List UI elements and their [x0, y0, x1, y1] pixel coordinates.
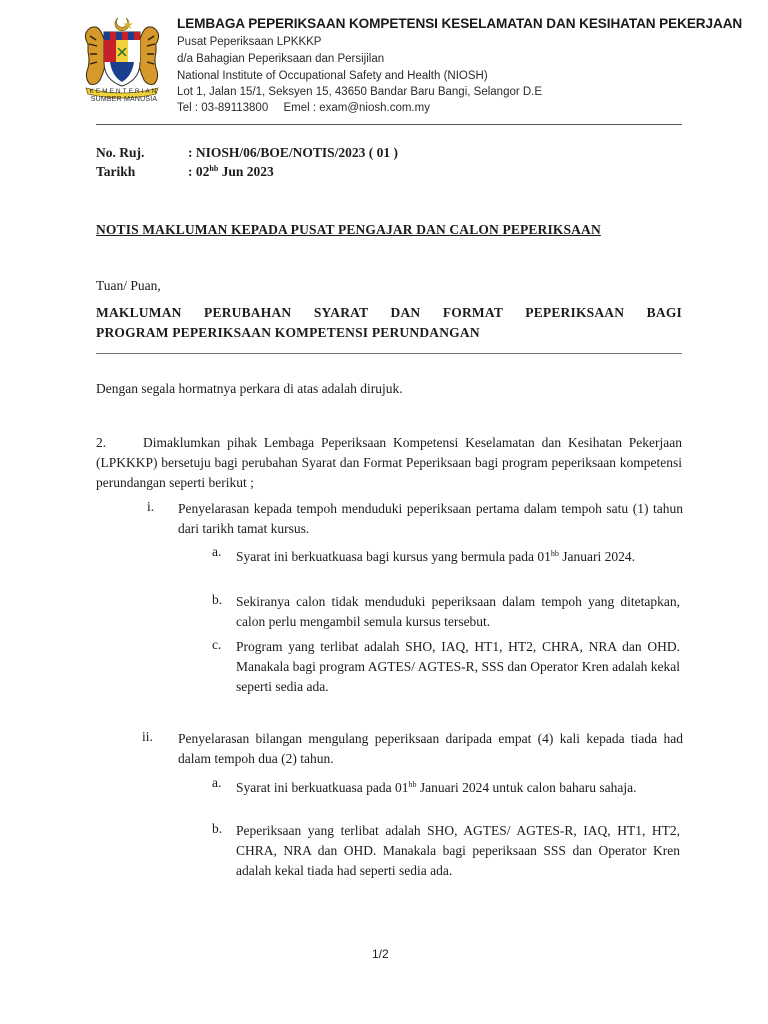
telephone: Tel : 03-89113800: [177, 102, 269, 114]
item-ii-number: ii.: [142, 729, 153, 744]
item-i-b-letter: b.: [212, 592, 223, 607]
ministry-line2: SUMBER MANUSIA: [90, 96, 158, 103]
item-i-a-sup: hb: [550, 549, 559, 558]
paragraph-number: 2.: [96, 435, 107, 450]
subject-line-1: MAKLUMAN PERUBAHAN SYARAT DAN FORMAT PEPERIKSAAN BAGI: [96, 305, 682, 320]
item-ii-b-letter: b.: [212, 821, 223, 836]
date-month-year: Jun 2023: [218, 164, 274, 179]
date-value: [188, 164, 274, 180]
ministry-name: [78, 88, 170, 104]
item-i-text: Penyelarasan kepada tempoh menduduki peperiksaan pertama dalam tempoh satu (1) tahun dari tarikh tamat kursus.: [178, 501, 683, 536]
subject-line-2: PROGRAM PEPERIKSAAN KOMPETENSI PERUNDANGAN: [96, 325, 480, 340]
ministry-line1: KEMENTERIAN: [89, 88, 159, 95]
item-ii-a-post: Januari 2024 untuk calon baharu sahaja.: [416, 780, 637, 795]
organization-name: LEMBAGA PEPERIKSAAN KOMPETENSI KESELAMATAN DAN KESIHATAN PEKERJAAN: [177, 16, 743, 31]
item-i-a-pre: Syarat ini berkuatkuasa bagi kursus yang bermula pada 01: [236, 549, 551, 564]
item-i-c-letter: c.: [212, 637, 222, 652]
contact-line: [177, 102, 442, 114]
date-suffix-sup: hb: [209, 164, 219, 173]
item-ii-a-text: [236, 775, 680, 798]
item-ii-a-sup: hb: [408, 780, 417, 789]
date-day: : 02: [188, 164, 210, 179]
address-line-3: National Institute of Occupational Safety and Health (NIOSH): [177, 70, 488, 82]
item-i-c-text: Program yang terlibat adalah SHO, IAQ, HT1, HT2, CHRA, NRA dan OHD. Manakala bagi program AGTES/ AGTES-R, SSS dan Operator Kren adalah kekal seperti sedia ada.: [236, 639, 680, 694]
page-number: 1/2: [372, 947, 389, 961]
intro-paragraph: Dengan segala hormatnya perkara di atas adalah dirujuk.: [96, 381, 403, 396]
item-i-a-letter: a.: [212, 544, 222, 559]
email: Emel : exam@niosh.com.my: [283, 102, 430, 114]
reference-label: No. Ruj.: [96, 145, 145, 160]
item-ii-text: Penyelarasan bilangan mengulang peperiksaan daripada empat (4) kali kepada tiada had dalam tempoh dua (2) tahun.: [178, 731, 683, 766]
date-label: Tarikh: [96, 164, 136, 179]
reference-number: : NIOSH/06/BOE/NOTIS/2023 ( 01 ): [188, 145, 399, 160]
item-i-b-text: Sekiranya calon tidak menduduki peperiksaan dalam tempoh yang ditetapkan, calon perlu mengambil semula kursus tersebut.: [236, 594, 680, 629]
letterhead-divider: [96, 124, 682, 125]
item-i-a-post: Januari 2024.: [558, 549, 636, 564]
salutation: Tuan/ Puan,: [96, 278, 161, 293]
item-ii-a-letter: a.: [212, 775, 222, 790]
item-i-a-text: [236, 544, 680, 567]
item-ii-a-pre: Syarat ini berkuatkuasa pada 01: [236, 780, 409, 795]
item-ii-b-text: Peperiksaan yang terlibat adalah SHO, AGTES/ AGTES-R, IAQ, HT1, HT2, CHRA, NRA dan OHD. Manakala bagi peperiksaan SSS dan Operator Kren adalah kekal tiada had seperti sedia ada.: [236, 823, 680, 878]
address-line-4: Lot 1, Jalan 15/1, Seksyen 15, 43650 Bandar Baru Bangi, Selangor D.E: [177, 86, 543, 98]
subject-divider: [96, 353, 682, 354]
notice-title: NOTIS MAKLUMAN KEPADA PUSAT PENGAJAR DAN CALON PEPERIKSAAN: [96, 222, 601, 237]
paragraph-2: [96, 433, 682, 493]
paragraph-2-text: Dimaklumkan pihak Lembaga Peperiksaan Kompetensi Keselamatan dan Kesihatan Pekerjaan (LPKKKP) bersetuju bagi perubahan Syarat dan Format Peperiksaan bagi program peperiksaan kompetensi perundangan seperti berikut ;: [96, 435, 682, 490]
address-line-1: Pusat Peperiksaan LPKKKP: [177, 36, 322, 48]
item-i-number: i.: [147, 499, 155, 514]
address-line-2: d/a Bahagian Peperiksaan dan Persijilan: [177, 53, 385, 65]
